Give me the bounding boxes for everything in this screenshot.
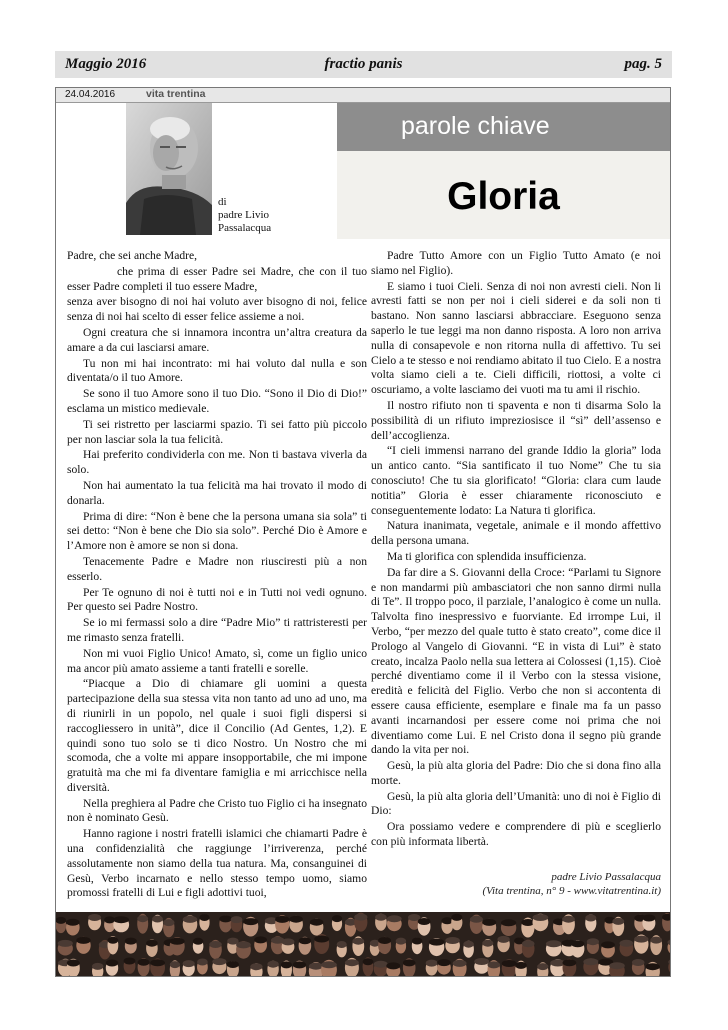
paragraph: che prima di esser Padre sei Madre, che con il tuo esser Padre completi il tuo essere Madre, — [67, 264, 367, 293]
author-title: padre Livio — [218, 209, 270, 221]
paragraph: Non hai aumentato la tua felicità ma hai trovato il modo di donarla. — [67, 478, 367, 507]
paragraph: E siamo i tuoi Cieli. Senza di noi non avresti cieli. Non li avresti fatti se non per noi i cieli siderei e da soli non ti bastano. Non sanno lasciarsi abbracciare. Eseguono senza saperlo le tue leggi ma non danno risposta. A loro non arriva nulla di consapevole e non ritorna nulla di affettivo. Tu sei Cielo a te stesso e noi rendiamo abitato il tuo Cielo. E a nostra volta siamo cieli a te. Cieli difficili, riottosi, a volte ci oscuriamo, a volte lasciamo dei vuoti ma tu ami il rischio. — [371, 279, 661, 397]
paragraph: Per Te ognuno di noi è tutti noi e in Tutti noi vedi ognuno. Per questo sei Padre Nostro. — [67, 585, 367, 614]
article-title: Gloria — [447, 175, 560, 218]
paragraph: Non mi vuoi Figlio Unico! Amato, sì, come un figlio unico ma ancor più amato assieme a tanti fratelli e sorelle. — [67, 646, 367, 675]
paragraph: “I cieli immensi narrano del grande Iddio la gloria” loda un antico canto. “Sia santificato il tuo Nome” Che tu sia conosciuto! Che tu sia glorificato! “Gloria: clara cum laude notitia” Gloria è esser chiaramente riconosciuto e conseguentemente lodato: La Natura ti glorifica. — [371, 444, 661, 517]
title-box — [337, 151, 670, 239]
section-label: parole chiave — [401, 112, 550, 140]
paragraph: Hanno ragione i nostri fratelli islamici che chiamarti Padre è una confidenzialità che raggiunge l’irriverenza, perché assolutamente non siamo della tua natura. Ma, consanguinei di Gesù, Verbo incarnato e nello stesso tempo uomo, siamo promossi fratelli di Lui e figli adottivi tuoi, — [67, 827, 367, 900]
signature-source: (Vita trentina, n° 9 - www.vitatrentina.it) — [482, 885, 661, 897]
paragraph: Ora possiamo vedere e comprendere di più e sceglierlo con più informata libertà. — [371, 820, 661, 849]
paragraph: Nella preghiera al Padre che Cristo tuo Figlio ci ha insegnato non è nominato Gesù. — [67, 796, 367, 825]
page-number: pag. 5 — [624, 56, 662, 72]
author-prefix: di — [218, 196, 227, 208]
paragraph: Padre, che sei anche Madre, — [67, 249, 198, 262]
publication-name: fractio panis — [324, 56, 403, 72]
paragraph: Il nostro rifiuto non ti spaventa e non ti disarma Solo la possibilità di un rifiuto impreziosisce il “sì” dell’assenso e dell’accoglienza. — [371, 398, 661, 442]
crowd-photo — [56, 912, 670, 976]
source-name: vita trentina — [146, 88, 206, 100]
paragraph: “Piacque a Dio di chiamare gli uomini a questa partecipazione della sua stessa vita non tanto ad uno ad uno, ma di riunirli in un popolo, nel quale i suoi figli dispersi si raccogliessero in unità”, dice il Concilio (Ad Gentes, 1,2). E quindi sono tuo solo se ti dico Nostro. Un Nostro che mi scomoda, che a volte mi appare insopportabile, che mi impone gratuità ma che mi fa diventare famiglia e mi arricchisce nella diversità. — [67, 677, 367, 794]
paragraph: Da far dire a S. Giovanni della Croce: “Parlami tu Signore e non mandarmi più ambasciatori che non sanno dirmi nulla di Te”. Il troppo poco, il parziale, l’analogico è come un nulla. Talvolta fino inespressivo e fuorviante. Ed irrompe Lui, il Verbo, “per mezzo del quale tutto è stato creato”, come dice il Prologo al Vangelo di Giovanni. “E in vista di Lui” è stato creato, incalza Paolo nella sua lettera ai Colossesi (1,15). Cioè perché diventiamo come il il Verbo con la stessa visione, eredità e felicità del Figlio. Verbo che non si accontenta di essere causa efficiente, esemplare e finale ma fa un passo avanti incarnandosi per essere come noi prima che noi diventiamo come Lui. E nel Cristo dona il segno più grande dando la vita per noi. — [371, 565, 661, 757]
source-bar — [56, 88, 670, 103]
paragraph: senza aver bisogno di noi hai voluto aver bisogno di noi, felice senza di noi hai scelto di esser felice assieme a noi. — [67, 295, 367, 324]
issue-date: Maggio 2016 — [65, 56, 147, 72]
page-header — [55, 51, 672, 78]
paragraph: Se sono il tuo Amore sono il tuo Dio. “Sono il Dio di Dio!” esclama un mistico medievale. — [67, 387, 367, 415]
paragraph: Gesù, la più alta gloria del Padre: Dio che si dona fino alla morte. — [371, 759, 661, 787]
paragraph: Ma ti glorifica con splendida insufficienza. — [387, 549, 587, 563]
paragraph: Tu non mi hai incontrato: mi hai voluto dal nulla e son diventata/o il tuo Amore. — [67, 356, 367, 385]
paragraph: Tenacemente Padre e Madre non riusciresti più a non esserlo. — [67, 554, 367, 583]
left-column — [67, 249, 367, 902]
section-bar — [337, 103, 670, 151]
author-credit — [218, 196, 271, 235]
author-photo — [126, 103, 212, 235]
paragraph: Ti sei ristretto per lasciarmi spazio. Ti sei fatto più piccolo per non lasciar sola la tua felicità. — [67, 417, 367, 446]
paragraph: Padre Tutto Amore con un Figlio Tutto Amato (e noi siamo nel Figlio). — [371, 249, 661, 277]
signature-name: padre Livio Passalacqua — [551, 871, 661, 883]
author-surname: Passalacqua — [218, 222, 272, 234]
paragraph: Ogni creatura che si innamora incontra un’altra creatura da amare a da cui lasciarsi amare. — [67, 325, 367, 354]
paragraph: Natura inanimata, vegetale, animale e il mondo affettivo della persona umana. — [371, 519, 661, 548]
signature-block — [371, 870, 661, 898]
right-column — [371, 249, 661, 851]
paragraph: Hai preferito condividerla con me. Non ti bastava viverla da solo. — [67, 448, 367, 477]
paragraph: Prima di dire: “Non è bene che la persona umana sia sola” ti sei detto: “Non è bene che Dio sia solo”. Perché Dio è Amore e l’Amore non è amore se non si dona. — [67, 509, 367, 553]
paragraph: Gesù, la più alta gloria dell’Umanità: uno di noi è Figlio di Dio: — [371, 789, 661, 818]
paragraph: Se io mi fermassi solo a dire “Padre Mio” ti rattristeresti per me rimasto senza fratelli. — [67, 616, 367, 644]
article-date: 24.04.2016 — [65, 89, 116, 100]
